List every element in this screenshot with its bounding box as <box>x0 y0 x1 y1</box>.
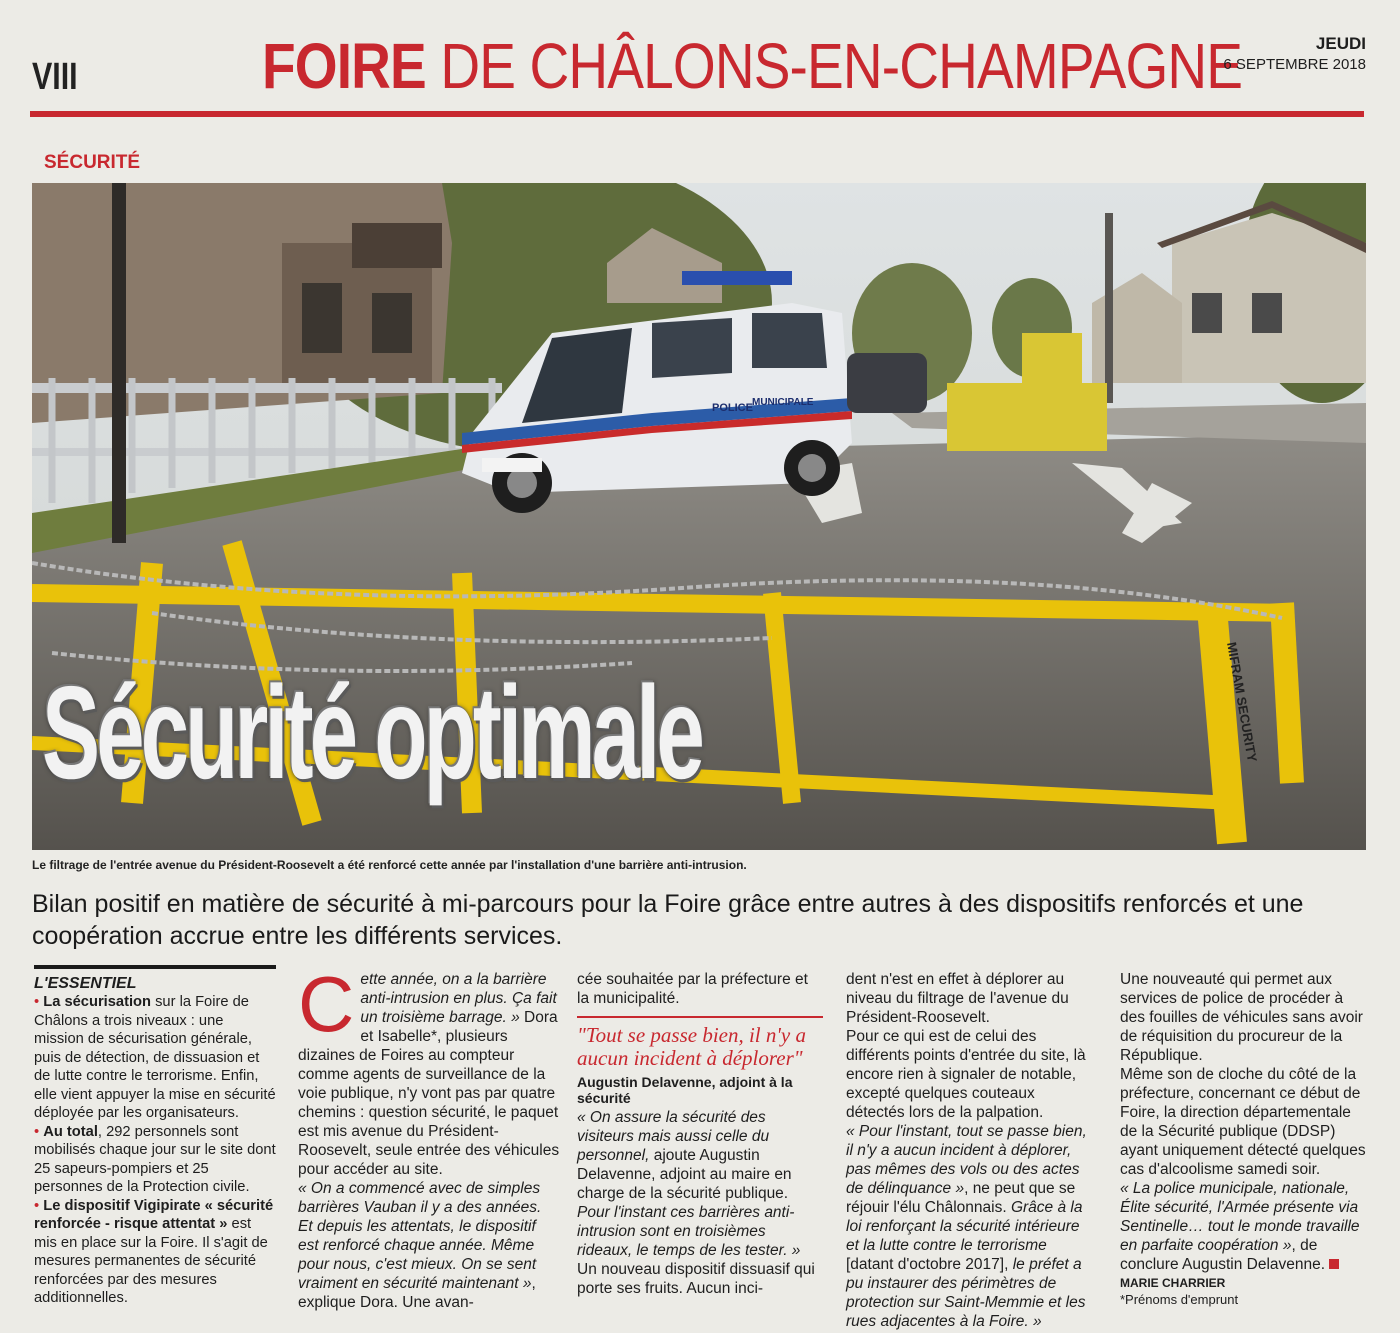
article-quote: Grâce à la loi renforçant la sécurité intérieure et la lutte contre le terrorisme <box>846 1199 1083 1254</box>
article-text: Dora et Isabelle*, plusieurs dizaines de Foires au compteur comme agents de surveillance de la voie publique, n'y vont pas par quatre chemins : question sécurité, le paquet est mis avenue du Président-Roosevelt, seule entrée des véhicules pour accéder au site. <box>298 1009 560 1178</box>
rubric-label: SÉCURITÉ <box>44 152 141 173</box>
essentiel-item <box>34 1123 276 1197</box>
page-number: VIII <box>32 56 78 98</box>
article-paragraph <box>298 1179 560 1312</box>
article-text: cée souhaitée par la préfecture et la municipalité. <box>577 971 808 1007</box>
article-text: Un nouveau dispositif dissuasif qui porte ses fruits. Aucun inci- <box>577 1261 815 1297</box>
headline: Sécurité optimale <box>42 659 701 806</box>
article-quote: « Pour l'instant, tout se passe bien, il n'y a aucun incident à déplorer, pas mêmes des vols ou des actes de délinquance » <box>846 1123 1087 1197</box>
article-text: [datant d'octobre 2017], <box>846 1256 1009 1273</box>
essentiel-item-bold: La sécurisation <box>43 994 151 1010</box>
section-title-bold: FOIRE <box>262 30 426 102</box>
article-text: Une nouveauté qui permet aux services de police de procéder à des fouilles de véhicules sans avoir de réquisition du procureur de la République. <box>1120 971 1363 1064</box>
article-text: ajoute Augustin Delavenne, adjoint au maire en charge de la sécurité publique. <box>577 1147 792 1202</box>
barrier-brand: MIFRAM SECURITY <box>1224 640 1260 764</box>
article-quote: « La police municipale, nationale, Élite sécurité, l'Armée présente via Sentinelle… tout le monde travaille en parfaite coopération » <box>1120 1180 1360 1254</box>
article-quote: « On assure la sécurité des visiteurs mais aussi celle du personnel, <box>577 1109 770 1164</box>
article-paragraph <box>577 1108 823 1260</box>
van-label-2: MUNICIPALE <box>752 397 814 408</box>
essentiel-title: L'ESSENTIEL <box>34 975 137 992</box>
article-column-3 <box>846 970 1096 1331</box>
essentiel-item-text: sur la Foire de Châlons a trois niveaux : une mission de sécurisation générale, puis de détection, de dissuasion et de lutte contre le terrorisme. Enfin, elle vient appuyer la mise en sécurité déployée par les organisateurs. <box>34 994 276 1121</box>
pull-quote-author: Augustin Delavenne, adjoint à la sécurité <box>577 1074 793 1106</box>
article-text: Même son de cloche du côté de la préfecture, concernant ce début de Foire, la direction départementale de la Sécurité publique (DDSP) ayant uniquement détecté quelques cas d'alcoolisme samedi soir. <box>1120 1066 1366 1178</box>
header-rule <box>30 111 1364 117</box>
end-mark-icon <box>1329 1259 1339 1269</box>
photo-caption: Le filtrage de l'entrée avenue du Président-Roosevelt a été renforcé cette année par l'installation d'une barrière anti-intrusion. <box>32 858 747 872</box>
essentiel-box <box>34 965 276 1308</box>
drop-cap: C <box>298 960 355 1048</box>
article-paragraph <box>1120 1179 1370 1274</box>
essentiel-item-bold: Le dispositif Vigipirate « sécurité renforcée - risque attentat » <box>34 1197 274 1232</box>
essentiel-item <box>34 993 276 1123</box>
footnote: *Prénoms d'emprunt <box>1120 1292 1239 1307</box>
issue-day: JEUDI <box>1315 34 1366 53</box>
section-title-rest: DE CHÂLONS-EN-CHAMPAGNE <box>440 30 1243 102</box>
essentiel-item-text: , 292 personnels sont mobilisés chaque jour sur le site dont 25 sapeurs-pompiers et 25 personnes de la Protection civile. <box>34 1123 276 1195</box>
article-paragraph <box>298 960 560 1179</box>
section-title <box>262 30 1243 102</box>
article-lead: Bilan positif en matière de sécurité à mi-parcours pour la Foire grâce entre autres à des dispositifs renforcés et une coopération accrue entre les différents services. <box>32 890 1304 950</box>
van-label: POLICE <box>712 402 753 414</box>
article-quote: Pour l'instant ces barrières anti-intrusion sont en troisièmes rideaux, le temps de les tester. » <box>577 1204 801 1259</box>
pull-quote <box>577 1016 823 1106</box>
article-quote: ette année, on a la barrière anti-intrusion en plus. Ça fait un troisième barrage. » <box>360 971 557 1026</box>
article-text: , de conclure Augustin Delavenne. <box>1120 1237 1326 1273</box>
essentiel-item-text: est mis en place sur la Foire. Il s'agit de mesures permanentes de sécurité renforcées par des mesures additionnelles. <box>34 1216 268 1306</box>
article-text: , ne peut que se réjouir l'élu Châlonnais. <box>846 1180 1076 1216</box>
article-text: , explique Dora. Une avan- <box>298 1275 536 1311</box>
issue-date: 6 SEPTEMBRE 2018 <box>1223 56 1366 73</box>
article-quote: « On a commencé avec de simples barrières Vauban il y a des années. Et depuis les attentats, le dispositif est renforcé chaque année. Même pour nous, c'est mieux. On se sent vraiment en sécurité maintenant » <box>298 1180 542 1292</box>
essentiel-item-bold: Au total <box>43 1123 98 1140</box>
article-quote: le préfet a pu instaurer des périmètres de protection sur Saint-Memmie et les rues adjacentes à la Foire. » <box>846 1256 1086 1330</box>
article-paragraph <box>846 1122 1096 1331</box>
essentiel-bullet: • <box>34 1123 40 1140</box>
article-column-4 <box>1120 970 1370 1309</box>
author-byline: MARIE CHARRIER <box>1120 1276 1226 1290</box>
essentiel-bullet: • <box>34 1197 40 1214</box>
essentiel-bullet: • <box>34 994 40 1010</box>
essentiel-item <box>34 1197 276 1308</box>
article-column-2 <box>577 970 823 1298</box>
article-text: Pour ce qui est de celui des différents points d'entrée du site, là encore rien à signaler de notable, excepté quelques couteaux détectés lors de la palpation. <box>846 1028 1086 1121</box>
article-text: dent n'est en effet à déplorer au niveau du filtrage de l'avenue du Président-Roosevelt. <box>846 971 1069 1026</box>
pull-quote-text: "Tout se passe bien, il n'y a aucun incident à déplorer" <box>577 1023 806 1070</box>
article-column-1 <box>298 960 560 1312</box>
